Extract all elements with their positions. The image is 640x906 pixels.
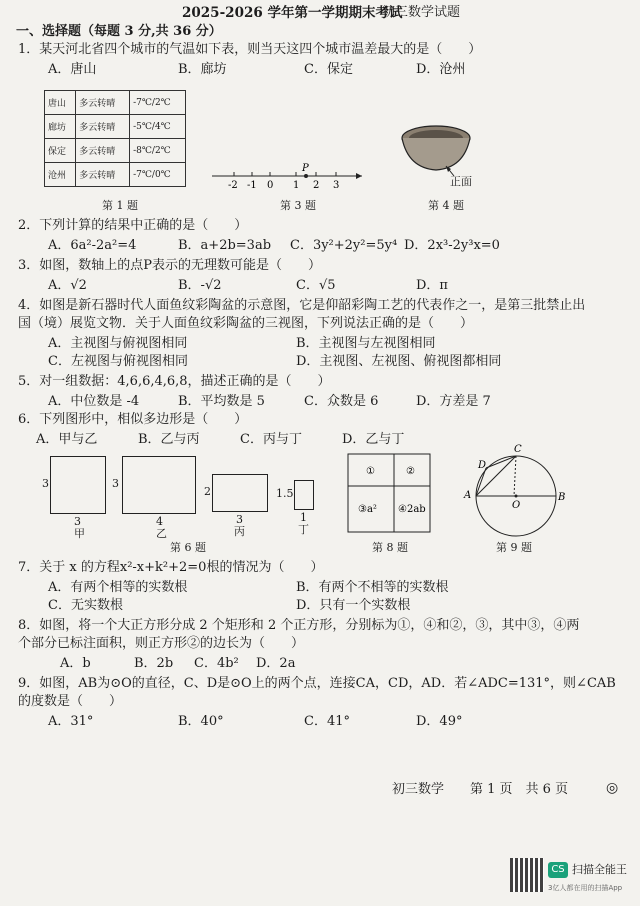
q4-option-a: A．主视图与俯视图相同 <box>48 336 188 351</box>
square-grid-figure <box>348 454 432 534</box>
table-cell: 多云转晴 <box>76 163 130 187</box>
region-1-label: ① <box>366 466 375 477</box>
q3-stem: 3．如图，数轴上的点P表示的无理数可能是（ ） <box>18 258 322 273</box>
table-cell: 多云转晴 <box>76 115 130 139</box>
table-cell: 多云转晴 <box>76 139 130 163</box>
q2-option-d: D．2x³-2y³x=0 <box>404 238 500 253</box>
point-p-label: P <box>302 163 309 174</box>
q1-option-b: B．廊坊 <box>178 62 227 77</box>
q5-option-d: D．方差是 7 <box>416 394 491 409</box>
q6-option-c: C．丙与丁 <box>240 432 302 447</box>
q4-option-c: C．左视图与俯视图相同 <box>48 354 188 369</box>
tick-label: 3 <box>333 180 340 191</box>
shape-bing-bottom: 3 <box>236 513 243 526</box>
tick-label: -1 <box>247 180 257 191</box>
q5-option-b: B．平均数是 5 <box>178 394 265 409</box>
q8-option-a: A．b <box>60 656 91 671</box>
point-c-label: C <box>514 444 522 455</box>
table-cell: -7℃/0℃ <box>130 163 186 187</box>
table-row <box>45 139 186 163</box>
tick-label: 0 <box>267 180 274 191</box>
q2-option-a: A．6a²-2a²=4 <box>48 238 137 253</box>
q7-option-a: A．有两个相等的实数根 <box>48 580 188 595</box>
q2-stem: 2．下列计算的结果中正确的是（ ） <box>18 218 248 233</box>
region-3-label: ③a² <box>358 504 377 515</box>
caption-q8: 第 8 题 <box>372 541 408 554</box>
q9-stem-line1: 9．如图，AB为⊙O的直径，C、D是⊙O上的两个点，连接CA，CD，AD．若∠ADC=131°，则∠CAB <box>18 676 616 691</box>
q3-option-b: B．-√2 <box>178 278 222 293</box>
q3-option-a: A．√2 <box>48 278 87 293</box>
shape-jia-bottom: 3 <box>74 515 81 528</box>
scanner-logo: CS <box>548 862 568 878</box>
shape-yi <box>122 456 196 514</box>
table-row <box>45 91 186 115</box>
shape-bing <box>212 474 268 512</box>
tick-label: 2 <box>313 180 320 191</box>
q8-option-b: B．2b <box>134 656 174 671</box>
shape-jia <box>50 456 106 514</box>
shape-bing-side: 2 <box>204 485 211 498</box>
circle-figure <box>464 444 570 548</box>
scanner-tagline: 3亿人都在用的扫描App <box>548 884 623 892</box>
point-p <box>304 174 308 178</box>
tick-label: 1 <box>293 180 300 191</box>
q4-option-d: D．主视图、左视图、俯视图都相同 <box>296 354 502 369</box>
shape-jia-side: 3 <box>42 477 49 490</box>
caption-q6: 第 6 题 <box>170 541 206 554</box>
q8-option-d: D．2a <box>256 656 296 671</box>
shape-ding-side: 1.5 <box>276 487 294 500</box>
q7-stem: 7．关于 x 的方程x²-x+k²+2=0根的情况为（ ） <box>18 560 324 575</box>
q2-option-b: B．a+2b=3ab <box>178 238 272 253</box>
number-line-figure <box>212 163 362 196</box>
q1-option-a: A．唐山 <box>48 62 97 77</box>
table-row <box>45 163 186 187</box>
point-b-label: B <box>558 492 566 503</box>
q3-option-d: D．π <box>416 278 448 293</box>
qr-code-icon <box>510 858 544 892</box>
q7-option-d: D．只有一个实数根 <box>296 598 411 613</box>
exam-subtitle: 初三数学试题 <box>382 5 461 20</box>
bowl-front-label: 正面 <box>450 175 472 188</box>
table-cell: 沧州 <box>45 163 76 187</box>
table-cell: -7℃/2℃ <box>130 91 186 115</box>
page-footer: 初三数学 第 1 页 共 6 页 <box>392 782 569 797</box>
q8-stem-line1: 8．如图，将一个大正方形分成 2 个矩形和 2 个正方形，分别标为①，④和②，③，其中③，④两 <box>18 618 580 633</box>
table-cell: -8℃/2℃ <box>130 139 186 163</box>
q7-option-b: B．有两个不相等的实数根 <box>296 580 449 595</box>
q2-option-c: C．3y²+2y²=5y⁴ <box>290 238 398 253</box>
tick-label: -2 <box>228 180 238 191</box>
q5-option-c: C．众数是 6 <box>304 394 379 409</box>
table-cell: 多云转晴 <box>76 91 130 115</box>
table-cell: 廊坊 <box>45 115 76 139</box>
table-cell: -5℃/4℃ <box>130 115 186 139</box>
point-a-label: A <box>464 490 472 501</box>
q1-stem: 1．某天河北省四个城市的气温如下表，则当天这四个城市温差最大的是（ ） <box>18 42 482 57</box>
exam-title: 2025-2026 学年第一学期期末考试 <box>182 5 403 21</box>
q5-option-a: A．中位数是 -4 <box>48 394 140 409</box>
footer-mark: ◎ <box>606 780 619 796</box>
shape-jia-name: 甲 <box>74 527 85 540</box>
shape-yi-bottom: 4 <box>156 515 163 528</box>
q4-option-b: B．主视图与左视图相同 <box>296 336 436 351</box>
caption-q1: 第 1 题 <box>102 199 138 212</box>
q9-option-a: A．31° <box>48 714 94 729</box>
q6-option-d: D．乙与丁 <box>342 432 405 447</box>
point-o-label: O <box>512 500 521 511</box>
q8-option-c: C．4b² <box>194 656 239 671</box>
q9-option-d: D．49° <box>416 714 463 729</box>
table-cell: 唐山 <box>45 91 76 115</box>
q4-stem-line2: 国（境）展览文物．关于人面鱼纹彩陶盆的三视图，下列说法正确的是（ ） <box>18 316 474 331</box>
shape-ding <box>294 480 314 510</box>
section-heading: 一、选择题（每题 3 分,共 36 分） <box>16 24 222 39</box>
q6-stem: 6．下列图形中，相似多边形是（ ） <box>18 412 248 427</box>
shape-ding-name: 丁 <box>298 523 309 536</box>
q6-option-a: A．甲与乙 <box>36 432 98 447</box>
q6-option-b: B．乙与丙 <box>138 432 200 447</box>
q1-option-d: D．沧州 <box>416 62 466 77</box>
q7-option-c: C．无实数根 <box>48 598 123 613</box>
shape-yi-side: 3 <box>112 477 119 490</box>
shape-bing-name: 丙 <box>234 525 245 538</box>
caption-q9: 第 9 题 <box>496 541 532 554</box>
q9-stem-line2: 的度数是（ ） <box>18 694 123 709</box>
q9-option-b: B．40° <box>178 714 224 729</box>
q1-option-c: C．保定 <box>304 62 353 77</box>
q9-option-c: C．41° <box>304 714 350 729</box>
scanner-name: 扫描全能王 <box>572 863 627 876</box>
q8-stem-line2: 个部分已标注面积，则正方形②的边长为（ ） <box>18 636 305 651</box>
table-row <box>45 115 186 139</box>
q4-stem-line1: 4．如图是新石器时代人面鱼纹彩陶盆的示意图，它是仰韶彩陶工艺的代表作之一，是第三批禁止出 <box>18 298 586 313</box>
point-d-label: D <box>478 460 487 471</box>
region-4-label: ④2ab <box>398 504 426 515</box>
caption-q4: 第 4 题 <box>428 199 464 212</box>
caption-q3: 第 3 题 <box>280 199 316 212</box>
q3-option-c: C．√5 <box>296 278 336 293</box>
temperature-table <box>44 90 186 187</box>
shape-ding-bottom: 1 <box>300 511 307 524</box>
shape-yi-name: 乙 <box>156 527 167 540</box>
table-cell: 保定 <box>45 139 76 163</box>
region-2-label: ② <box>406 466 415 477</box>
q5-stem: 5．对一组数据：4,6,6,4,6,8，描述正确的是（ ） <box>18 374 331 389</box>
